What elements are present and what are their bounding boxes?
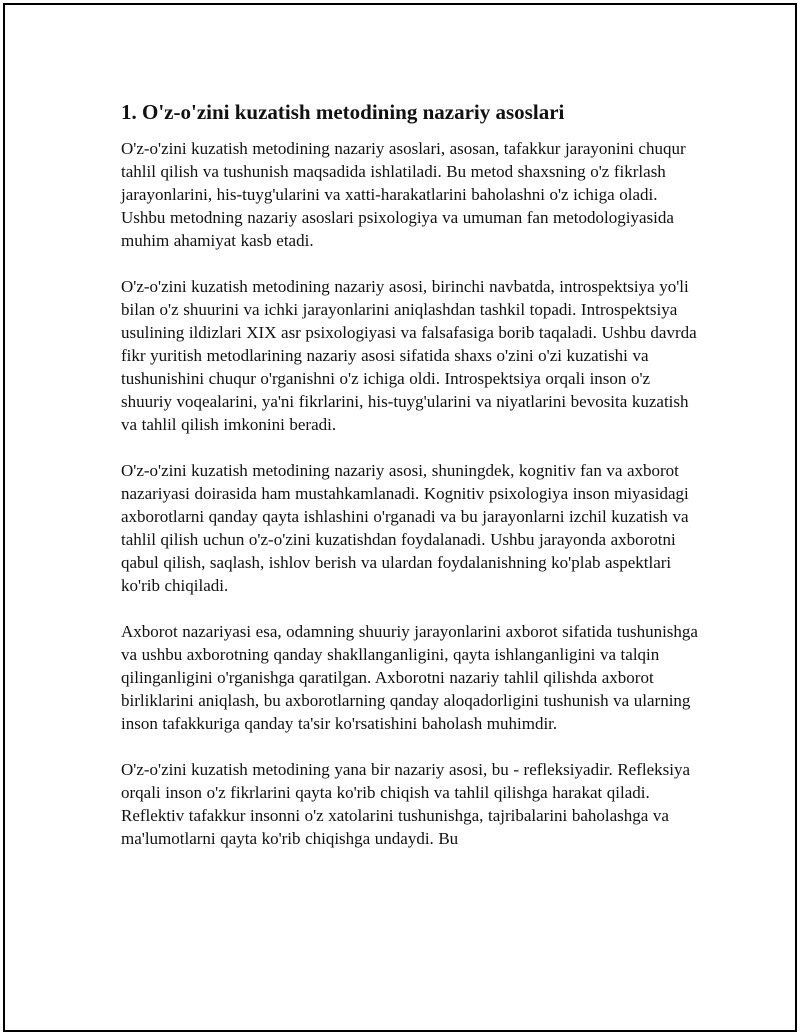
paragraph-1: O'z-o'zini kuzatish metodining nazariy asoslari, asosan, tafakkur jarayonini chuqur tahlil qilish va tushunish maqsadida ishlatiladi. Bu metod shaxsning o'z fikrlash jarayonlarini, his-tuyg'ularini va xatti-harakatlarini baholashni o'z ichiga oladi. Ushbu metodning nazariy asoslari psixologiya va umuman fan metodologiyasida muhim ahamiyat kasb etadi.: [121, 139, 686, 250]
paragraph-4: Axborot nazariyasi esa, odamning shuuriy jarayonlarini axborot sifatida tushunishga va ushbu axborotning qanday shakllanganligini, qayta ishlanganligini va talqin qilinganligini o'rganishga qaratilgan. Axborotni nazariy tahlil qilishda axborot birliklarini aniqlash, bu axborotlarning qanday aloqadorligini tushunish va ularning inson tafakkuriga qanday ta'sir ko'rsatishini baholash muhimdir.: [121, 622, 698, 733]
paragraph-2: O'z-o'zini kuzatish metodining nazariy asosi, birinchi navbatda, introspektsiya yo'li bilan o'z shuurini va ichki jarayonlarini aniqlashdan tashkil topadi. Introspektsiya usulining ildizlari XIX asr psixologiyasi va falsafasiga borib taqaladi. Ushbu davrda fikr yuritish metodlarining nazariy asosi sifatida shaxs o'zini o'zi kuzatishi va tushunishini chuqur o'rganishni o'z ichiga oldi. Introspektsiya orqali inson o'z shuuriy voqealarini, ya'ni fikrlarini, his-tuyg'ularini va niyatlarini bevosita kuzatish va tahlil qilish imkonini beradi.: [121, 277, 697, 434]
paragraph-3: O'z-o'zini kuzatish metodining nazariy asosi, shuningdek, kognitiv fan va axborot nazariyasi doirasida ham mustahkamlanadi. Kognitiv psixologiya inson miyasidagi axborotlarni qanday qayta ishlashini o'rganadi va bu jarayonlarni izchil kuzatish va tahlil qilish uchun o'z-o'zini kuzatishdan foydalanadi. Ushbu jarayonda axborotni qabul qilish, saqlash, ishlov berish va ulardan foydalanishning ko'plab aspektlari ko'rib chiqiladi.: [121, 461, 689, 595]
paragraph-5: O'z-o'zini kuzatish metodining yana bir nazariy asosi, bu - refleksiyadir. Refleksiya orqali inson o'z fikrlarini qayta ko'rib chiqish va tahlil qilishga harakat qiladi. Reflektiv tafakkur insonni o'z xatolarini tushunishga, tajribalarini baholashga va ma'lumotlarni qayta ko'rib chiqishga undaydi. Bu: [121, 760, 691, 848]
document-body: [121, 99, 701, 873]
document-page: [3, 3, 797, 1032]
section-heading: 1. O'z-o'zini kuzatish metodining nazariy asoslari: [121, 100, 565, 124]
